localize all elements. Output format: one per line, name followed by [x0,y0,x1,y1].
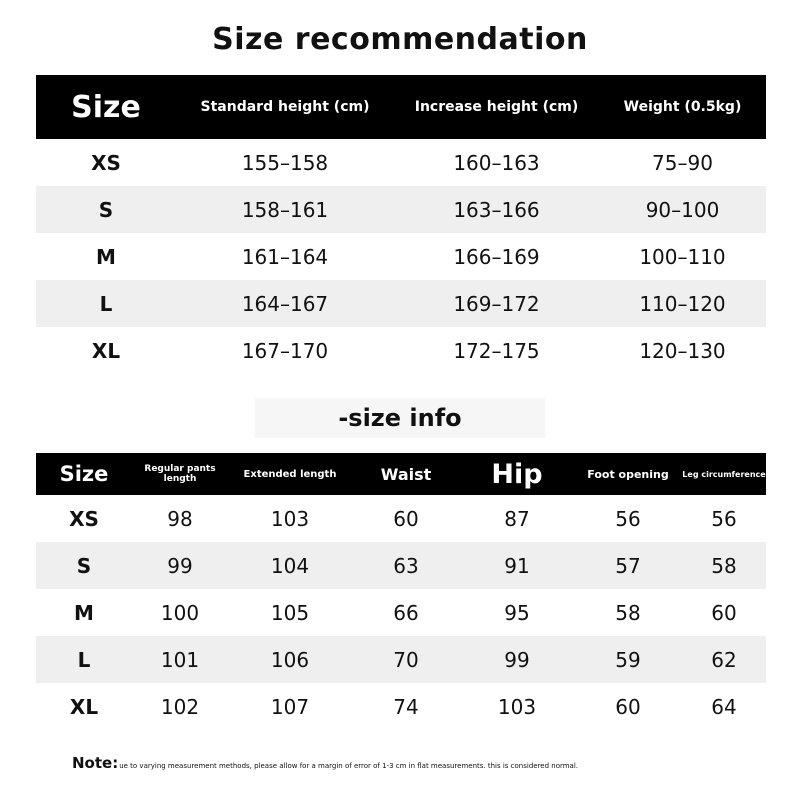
size-cell: L [77,647,91,672]
extended-length-cell: 104 [270,553,310,578]
table-header [36,453,766,495]
size-cell: XS [91,150,121,175]
increase-height-cell: 163–166 [453,197,540,222]
foot-opening-cell: 60 [615,694,641,719]
size-cell: XL [91,338,121,363]
hip-cell: 103 [497,694,537,719]
pants-length-cell: 99 [167,553,193,578]
increase-height-cell: 172–175 [453,338,540,363]
standard-height-cell: 161–164 [241,244,329,269]
extended-length-cell: 103 [270,506,310,531]
foot-opening-cell: 58 [615,600,641,625]
hip-cell: 87 [504,506,530,531]
pants-length-cell: 102 [160,694,200,719]
note-label: Note: [72,754,119,772]
hip-cell: 95 [504,600,530,625]
note-text: ue to varying measurement methods, please allow for a margin of error of 1-3 cm in flat measurements. this is considered normal. [119,762,579,770]
waist-cell: 66 [393,600,419,625]
header-increase-height: Increase height (cm) [414,99,579,115]
weight-cell: 100–110 [639,244,726,269]
leg-circumference-cell: 64 [711,694,737,719]
hip-cell: 91 [504,553,530,578]
size-cell: M [74,600,94,625]
weight-cell: 120–130 [639,338,726,363]
table-row [36,542,766,589]
table-row [36,589,766,636]
size-info-table [36,453,766,730]
increase-height-cell: 166–169 [453,244,540,269]
waist-cell: 74 [393,694,419,719]
size-cell: M [96,244,116,269]
table-row [36,636,766,683]
waist-cell: 60 [393,506,419,531]
weight-cell: 90–100 [645,197,720,222]
table-row [36,233,766,280]
table-row [36,186,766,233]
extended-length-cell: 106 [270,647,310,672]
standard-height-cell: 158–161 [241,197,329,222]
standard-height-cell: 155–158 [241,150,329,175]
header-regular-pants-length: Regular pants length [144,464,216,484]
table-row [36,280,766,327]
foot-opening-cell: 56 [615,506,641,531]
header-hip: Hip [491,458,543,490]
waist-cell: 70 [393,647,419,672]
hip-cell: 99 [504,647,530,672]
standard-height-cell: 167–170 [241,338,329,363]
header-foot-opening: Foot opening [587,467,669,481]
header-extended-length: Extended length [243,468,337,480]
table-row [36,683,766,730]
weight-cell: 75–90 [652,150,713,175]
foot-opening-cell: 59 [615,647,641,672]
table-row [36,327,766,374]
extended-length-cell: 107 [270,694,310,719]
foot-opening-cell: 57 [615,553,641,578]
header-size: Size [59,462,109,486]
size-cell: S [98,197,114,222]
header-weight: Weight (0.5kg) [623,99,742,115]
pants-length-cell: 101 [160,647,200,672]
pants-length-cell: 98 [167,506,193,531]
standard-height-cell: 164–167 [241,291,329,316]
table-row [36,139,766,186]
size-info-subtitle: -size info [255,398,545,438]
size-cell: XL [69,694,99,719]
leg-circumference-cell: 56 [711,506,737,531]
header-size: Size [71,89,141,125]
header-standard-height: Standard height (cm) [200,99,370,115]
leg-circumference-cell: 58 [711,553,737,578]
table-header [36,75,766,139]
table-row [36,495,766,542]
increase-height-cell: 160–163 [453,150,540,175]
size-recommendation-table [36,75,766,374]
size-cell: XS [69,506,99,531]
extended-length-cell: 105 [270,600,310,625]
size-cell: L [99,291,113,316]
size-cell: S [76,553,92,578]
page-title: Size recommendation [212,22,588,57]
measurement-note [72,754,578,772]
leg-circumference-cell: 60 [711,600,737,625]
header-leg-circumference: Leg circumference [682,469,766,479]
header-waist: Waist [380,464,432,484]
pants-length-cell: 100 [160,600,200,625]
increase-height-cell: 169–172 [453,291,540,316]
leg-circumference-cell: 62 [711,647,737,672]
weight-cell: 110–120 [639,291,726,316]
waist-cell: 63 [393,553,419,578]
